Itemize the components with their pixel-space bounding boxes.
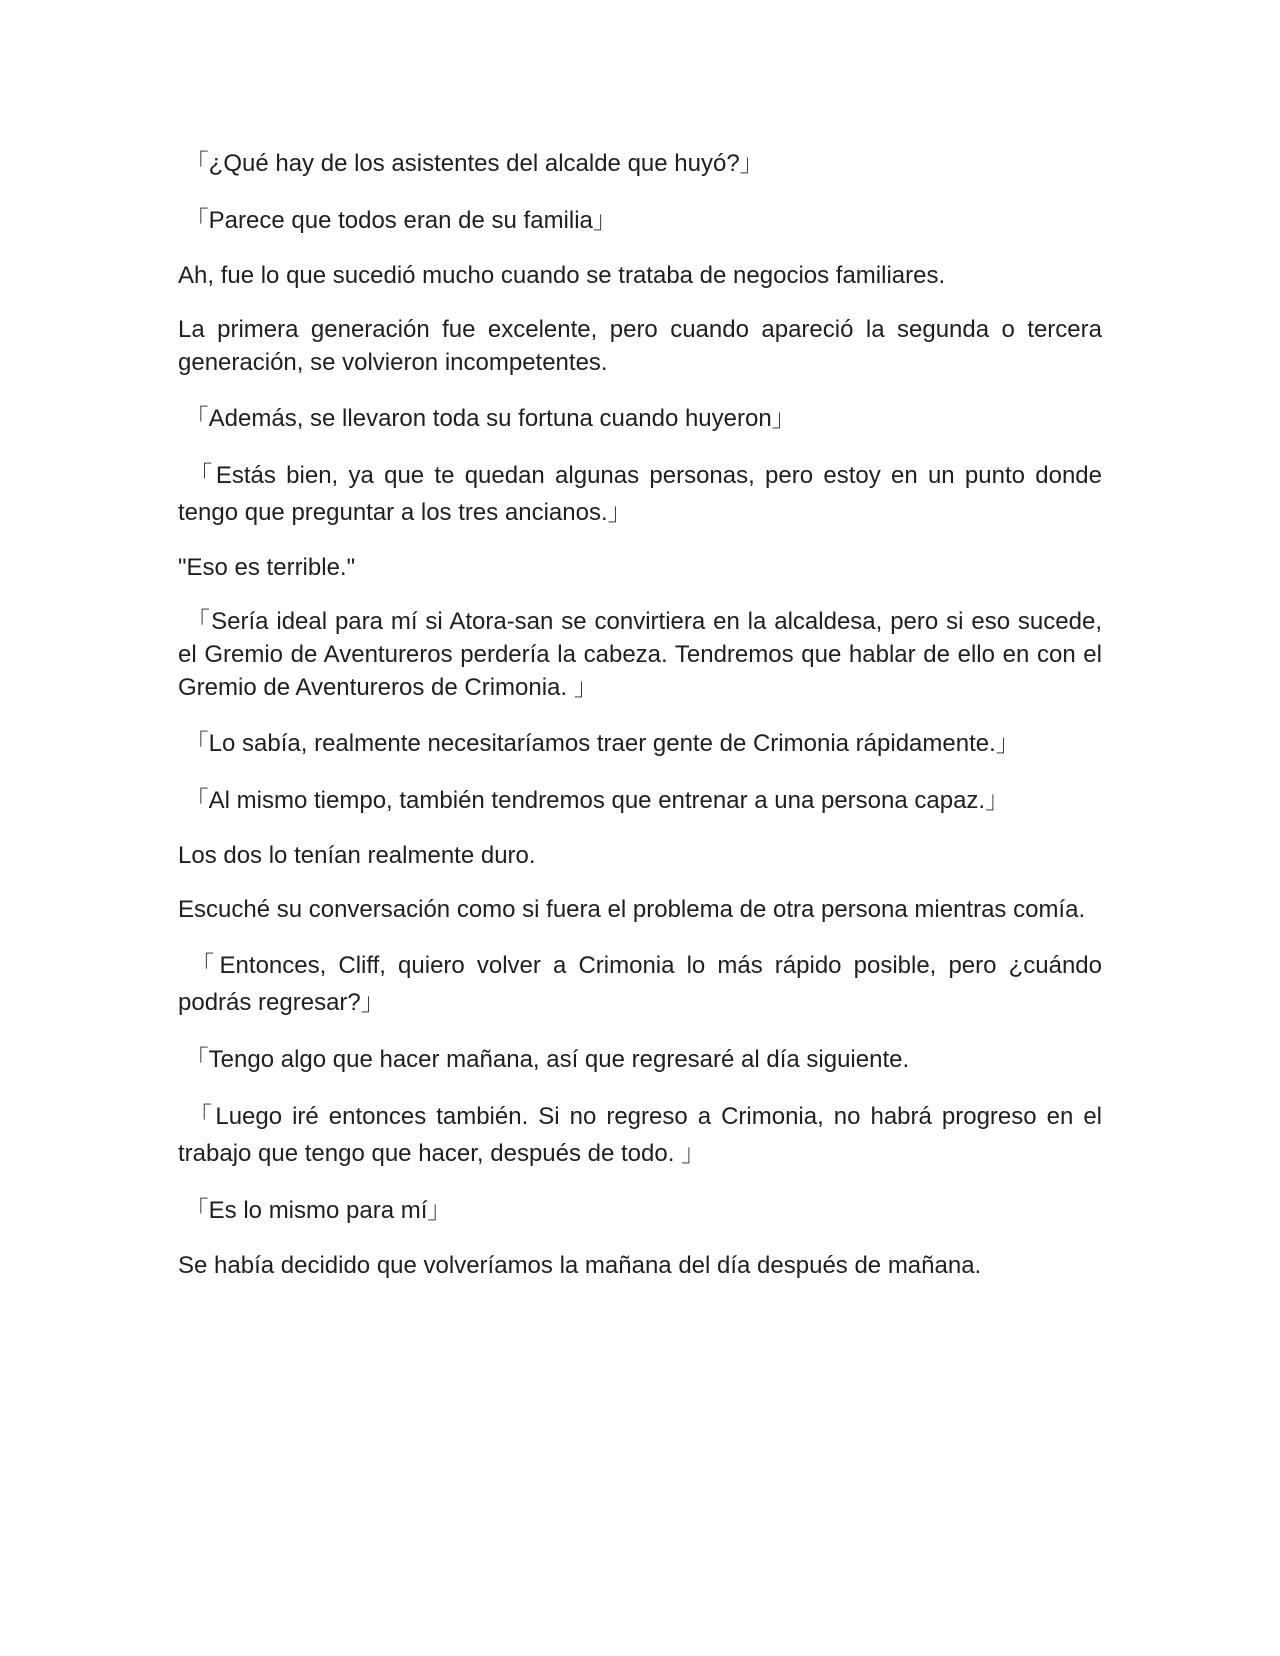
paragraph-8: 「Sería ideal para mí si Atora-san se convirtiera en la alcaldesa, pero si eso sucede, el Gremio de Aventureros perdería la cabeza. Tendremos que hablar de ello en con el Gremio de Aventureros de Crimonia. 」 <box>178 608 1102 701</box>
paragraph-15: 「Luego iré entonces también. Si no regreso a Crimonia, no habrá progreso en el trabajo que tengo que hacer, después de todo. 」 <box>178 1103 1102 1167</box>
document-page <box>178 143 1102 1303</box>
paragraph-2: 「Parece que todos eran de su familia」 <box>178 207 617 234</box>
paragraph-13: 「Entonces, Cliff, quiero volver a Crimonia lo más rápido posible, pero ¿cuándo podrás regresar?」 <box>178 952 1102 1016</box>
paragraph-9: 「Lo sabía, realmente necesitaríamos traer gente de Crimonia rápidamente.」 <box>178 730 1020 757</box>
paragraph-16: 「Es lo mismo para mí」 <box>178 1197 452 1224</box>
paragraph-7: "Eso es terrible." <box>178 554 356 581</box>
paragraph-5: 「Además, se llevaron toda su fortuna cuando huyeron」 <box>178 405 796 432</box>
paragraph-4: La primera generación fue excelente, pero cuando apareció la segunda o tercera generación, se volvieron incompetentes. <box>178 316 1102 376</box>
paragraph-1: 「¿Qué hay de los asistentes del alcalde que huyó?」 <box>178 150 764 177</box>
paragraph-11: Los dos lo tenían realmente duro. <box>178 842 536 869</box>
paragraph-17: Se había decidido que volveríamos la mañana del día después de mañana. <box>178 1252 982 1279</box>
paragraph-10: 「Al mismo tiempo, también tendremos que entrenar a una persona capaz.」 <box>178 787 1010 814</box>
paragraph-3: Ah, fue lo que sucedió mucho cuando se trataba de negocios familiares. <box>178 262 946 289</box>
paragraph-6: 「Estás bien, ya que te quedan algunas personas, pero estoy en un punto donde tengo que preguntar a los tres ancianos.」 <box>178 462 1102 526</box>
paragraph-12: Escuché su conversación como si fuera el problema de otra persona mientras comía. <box>178 896 1086 923</box>
paragraph-14: 「Tengo algo que hacer mañana, así que regresaré al día siguiente. <box>178 1046 910 1073</box>
